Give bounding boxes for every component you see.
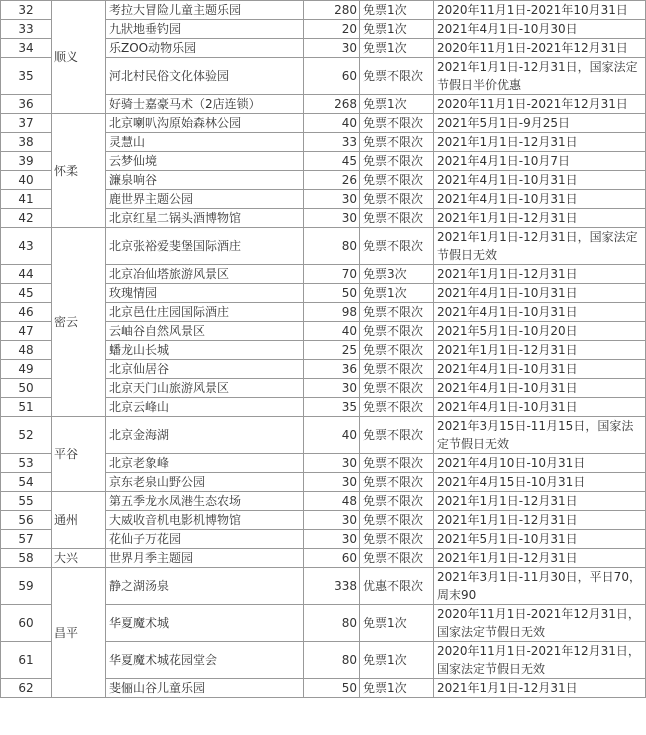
discount-type: 免票不限次 (360, 530, 434, 549)
discount-type: 免票1次 (360, 605, 434, 642)
discount-type: 免票不限次 (360, 492, 434, 511)
row-number: 38 (1, 133, 52, 152)
district-cell: 大兴 (52, 549, 106, 568)
discount-type: 免票不限次 (360, 473, 434, 492)
ticket-price: 40 (304, 114, 360, 133)
row-number: 58 (1, 549, 52, 568)
valid-period: 2021年4月1日-10月7日 (434, 152, 646, 171)
row-number: 33 (1, 20, 52, 39)
valid-period: 2021年1月1日-12月31日 (434, 265, 646, 284)
ticket-price: 35 (304, 398, 360, 417)
ticket-price: 26 (304, 171, 360, 190)
valid-period: 2021年1月1日-12月31日 (434, 549, 646, 568)
row-number: 41 (1, 190, 52, 209)
discount-type: 免票3次 (360, 265, 434, 284)
valid-period: 2020年11月1日-2021年12月31日，国家法定节假日无效 (434, 642, 646, 679)
row-number: 39 (1, 152, 52, 171)
valid-period: 2021年5月1日-10月20日 (434, 322, 646, 341)
ticket-price: 60 (304, 549, 360, 568)
spot-name: 北京红星二锅头酒博物馆 (106, 209, 304, 228)
ticket-price: 80 (304, 228, 360, 265)
row-number: 51 (1, 398, 52, 417)
row-number: 32 (1, 1, 52, 20)
ticket-price: 30 (304, 530, 360, 549)
row-number: 56 (1, 511, 52, 530)
valid-period: 2021年4月1日-10月31日 (434, 171, 646, 190)
spot-name: 云梦仙境 (106, 152, 304, 171)
spot-name: 北京喇叭沟原始森林公园 (106, 114, 304, 133)
discount-type: 免票不限次 (360, 322, 434, 341)
row-number: 46 (1, 303, 52, 322)
ticket-price: 25 (304, 341, 360, 360)
ticket-price: 40 (304, 322, 360, 341)
ticket-price: 50 (304, 679, 360, 698)
ticket-price: 30 (304, 190, 360, 209)
spot-name: 北京邑仕庄园国际酒庄 (106, 303, 304, 322)
valid-period: 2021年4月10日-10月31日 (434, 454, 646, 473)
discount-type: 免票不限次 (360, 228, 434, 265)
valid-period: 2021年4月1日-10月31日 (434, 379, 646, 398)
table-row (1, 228, 646, 265)
discount-type: 免票1次 (360, 20, 434, 39)
spot-name: 濂泉响谷 (106, 171, 304, 190)
ticket-price: 338 (304, 568, 360, 605)
spot-name: 花仙子万花园 (106, 530, 304, 549)
district-cell: 平谷 (52, 417, 106, 492)
discount-type: 免票1次 (360, 1, 434, 20)
ticket-price: 30 (304, 39, 360, 58)
ticket-price: 280 (304, 1, 360, 20)
spot-name: 北京仙居谷 (106, 360, 304, 379)
spot-name: 斐俪山谷儿童乐园 (106, 679, 304, 698)
spot-name: 京东老泉山野公园 (106, 473, 304, 492)
ticket-price: 70 (304, 265, 360, 284)
row-number: 53 (1, 454, 52, 473)
spot-name: 乐ZOO动物乐园 (106, 39, 304, 58)
ticket-price: 80 (304, 605, 360, 642)
valid-period: 2021年1月1日-12月31日，国家法定节假日无效 (434, 228, 646, 265)
spot-name: 玫瑰情园 (106, 284, 304, 303)
ticket-price: 30 (304, 209, 360, 228)
row-number: 34 (1, 39, 52, 58)
discount-type: 免票不限次 (360, 379, 434, 398)
discount-type: 免票不限次 (360, 114, 434, 133)
discount-type: 免票不限次 (360, 398, 434, 417)
table-row (1, 114, 646, 133)
spot-name: 大威收音机电影机博物馆 (106, 511, 304, 530)
row-number: 43 (1, 228, 52, 265)
valid-period: 2020年11月1日-2021年12月31日 (434, 39, 646, 58)
valid-period: 2021年4月1日-10月31日 (434, 360, 646, 379)
discount-type: 免票不限次 (360, 549, 434, 568)
row-number: 44 (1, 265, 52, 284)
spot-name: 第五季龙水凤港生态农场 (106, 492, 304, 511)
ticket-price: 45 (304, 152, 360, 171)
row-number: 42 (1, 209, 52, 228)
discount-type: 免票不限次 (360, 341, 434, 360)
ticket-price: 36 (304, 360, 360, 379)
valid-period: 2020年11月1日-2021年12月31日，国家法定节假日无效 (434, 605, 646, 642)
valid-period: 2021年5月1日-9月25日 (434, 114, 646, 133)
spot-name: 华夏魔术城花园堂会 (106, 642, 304, 679)
discount-type: 免票不限次 (360, 417, 434, 454)
row-number: 36 (1, 95, 52, 114)
valid-period: 2021年3月15日-11月15日，国家法定节假日无效 (434, 417, 646, 454)
row-number: 49 (1, 360, 52, 379)
discount-type: 免票不限次 (360, 360, 434, 379)
spot-name: 北京云峰山 (106, 398, 304, 417)
discount-type: 免票1次 (360, 95, 434, 114)
valid-period: 2021年4月1日-10月30日 (434, 20, 646, 39)
row-number: 59 (1, 568, 52, 605)
spot-name: 北京天门山旅游风景区 (106, 379, 304, 398)
district-cell: 昌平 (52, 568, 106, 698)
row-number: 54 (1, 473, 52, 492)
row-number: 55 (1, 492, 52, 511)
spot-name: 北京老象峰 (106, 454, 304, 473)
ticket-price: 80 (304, 642, 360, 679)
valid-period: 2021年4月1日-10月31日 (434, 190, 646, 209)
table-body (1, 1, 646, 698)
discount-type: 免票1次 (360, 39, 434, 58)
table-row (1, 568, 646, 605)
valid-period: 2021年4月1日-10月31日 (434, 284, 646, 303)
spot-name: 云岫谷自然风景区 (106, 322, 304, 341)
ticket-price: 30 (304, 473, 360, 492)
discount-type: 免票不限次 (360, 171, 434, 190)
valid-period: 2021年1月1日-12月31日 (434, 341, 646, 360)
row-number: 62 (1, 679, 52, 698)
spot-name: 河北村民俗文化体验园 (106, 58, 304, 95)
spot-name: 灵慧山 (106, 133, 304, 152)
row-number: 48 (1, 341, 52, 360)
ticket-price: 40 (304, 417, 360, 454)
discount-type: 免票1次 (360, 642, 434, 679)
ticket-price: 48 (304, 492, 360, 511)
row-number: 40 (1, 171, 52, 190)
spot-name: 北京张裕爱斐堡国际酒庄 (106, 228, 304, 265)
valid-period: 2021年1月1日-12月31日 (434, 133, 646, 152)
table-row (1, 1, 646, 20)
district-cell: 通州 (52, 492, 106, 549)
valid-period: 2021年1月1日-12月31日 (434, 209, 646, 228)
discount-type: 免票不限次 (360, 303, 434, 322)
ticket-price: 98 (304, 303, 360, 322)
row-number: 60 (1, 605, 52, 642)
valid-period: 2021年5月1日-10月31日 (434, 530, 646, 549)
spot-name: 北京金海湖 (106, 417, 304, 454)
row-number: 52 (1, 417, 52, 454)
discount-type: 免票不限次 (360, 190, 434, 209)
spot-name: 北京冶仙塔旅游风景区 (106, 265, 304, 284)
discount-type: 免票1次 (360, 679, 434, 698)
discount-type: 免票不限次 (360, 511, 434, 530)
ticket-price: 33 (304, 133, 360, 152)
discount-type: 免票不限次 (360, 133, 434, 152)
spot-name: 好骑士嘉豪马术（2店连锁） (106, 95, 304, 114)
ticket-price: 60 (304, 58, 360, 95)
discount-type: 免票不限次 (360, 454, 434, 473)
valid-period: 2021年1月1日-12月31日 (434, 679, 646, 698)
spot-name: 九狀地垂钓园 (106, 20, 304, 39)
valid-period: 2021年1月1日-12月31日 (434, 511, 646, 530)
ticket-price: 30 (304, 511, 360, 530)
row-number: 57 (1, 530, 52, 549)
row-number: 37 (1, 114, 52, 133)
row-number: 35 (1, 58, 52, 95)
row-number: 61 (1, 642, 52, 679)
district-cell: 密云 (52, 228, 106, 417)
discount-type: 优惠不限次 (360, 568, 434, 605)
ticket-price: 30 (304, 379, 360, 398)
valid-period: 2020年11月1日-2021年10月31日 (434, 1, 646, 20)
ticket-price: 50 (304, 284, 360, 303)
valid-period: 2021年4月1日-10月31日 (434, 398, 646, 417)
spot-name: 鹿世界主题公园 (106, 190, 304, 209)
discount-type: 免票不限次 (360, 209, 434, 228)
discount-type: 免票不限次 (360, 152, 434, 171)
spot-name: 世界月季主题园 (106, 549, 304, 568)
district-cell: 怀柔 (52, 114, 106, 228)
valid-period: 2021年1月1日-12月31日，国家法定节假日半价优惠 (434, 58, 646, 95)
discount-type: 免票1次 (360, 284, 434, 303)
valid-period: 2021年1月1日-12月31日 (434, 492, 646, 511)
spot-name: 考拉大冒险儿童主题乐园 (106, 1, 304, 20)
table-row (1, 492, 646, 511)
district-cell: 顺义 (52, 1, 106, 114)
ticket-price: 30 (304, 454, 360, 473)
ticket-price: 20 (304, 20, 360, 39)
valid-period: 2021年4月15日-10月31日 (434, 473, 646, 492)
table-row (1, 417, 646, 454)
ticket-price: 268 (304, 95, 360, 114)
row-number: 45 (1, 284, 52, 303)
row-number: 50 (1, 379, 52, 398)
spot-name: 华夏魔术城 (106, 605, 304, 642)
valid-period: 2021年3月1日-11月30日，平日70，周末90 (434, 568, 646, 605)
valid-period: 2020年11月1日-2021年12月31日 (434, 95, 646, 114)
row-number: 47 (1, 322, 52, 341)
discount-type: 免票不限次 (360, 58, 434, 95)
spot-name: 蟠龙山长城 (106, 341, 304, 360)
valid-period: 2021年4月1日-10月31日 (434, 303, 646, 322)
table-row (1, 549, 646, 568)
spot-name: 静之湖汤泉 (106, 568, 304, 605)
